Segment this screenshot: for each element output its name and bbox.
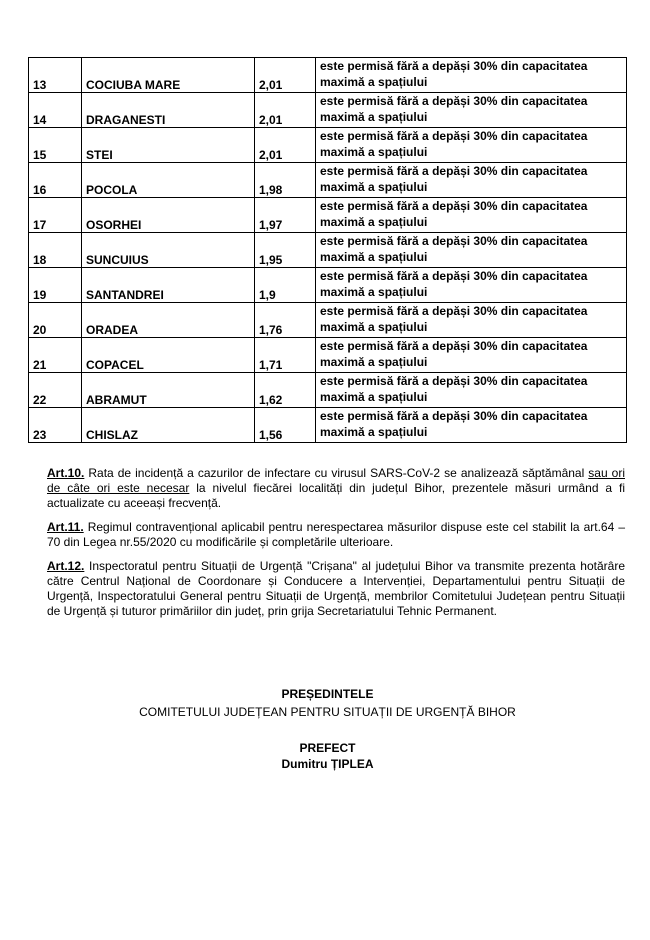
signature-organization: COMITETULUI JUDEȚEAN PENTRU SITUAȚII DE URGENȚĂ BIHOR: [139, 705, 516, 719]
row-number: 23: [29, 408, 82, 443]
article-12: [47, 559, 625, 619]
locality-name: DRAGANESTI: [82, 93, 255, 128]
measure-text: este permisă fără a depăși 30% din capacitatea maximă a spațiului: [316, 198, 627, 233]
table-row: [29, 93, 627, 128]
measure-text: este permisă fără a depăși 30% din capacitatea maximă a spațiului: [316, 233, 627, 268]
table-row: [29, 128, 627, 163]
incidence-rate: 2,01: [255, 128, 316, 163]
table-row: [29, 338, 627, 373]
incidence-rate: 1,56: [255, 408, 316, 443]
measure-text: este permisă fără a depăși 30% din capacitatea maximă a spațiului: [316, 338, 627, 373]
table-row: [29, 198, 627, 233]
measure-text: este permisă fără a depăși 30% din capacitatea maximă a spațiului: [316, 128, 627, 163]
signature-name: Dumitru ȚIPLEA: [281, 757, 374, 771]
measure-text: este permisă fără a depăși 30% din capacitatea maximă a spațiului: [316, 408, 627, 443]
articles-section: [47, 466, 625, 628]
locality-name: POCOLA: [82, 163, 255, 198]
locality-name: STEI: [82, 128, 255, 163]
row-number: 21: [29, 338, 82, 373]
incidence-rate: 1,9: [255, 268, 316, 303]
signature-title: PREȘEDINTELE: [281, 687, 374, 701]
row-number: 14: [29, 93, 82, 128]
article-12-label: Art.12.: [47, 559, 85, 573]
article-10: [47, 466, 625, 511]
table-row: [29, 58, 627, 93]
incidence-rate: 1,76: [255, 303, 316, 338]
article-10-label: Art.10.: [47, 466, 85, 480]
incidence-table: [28, 57, 627, 443]
article-11-label: Art.11.: [47, 520, 84, 534]
row-number: 16: [29, 163, 82, 198]
row-number: 20: [29, 303, 82, 338]
table-row: [29, 163, 627, 198]
article-11-text: Regimul contravențional aplicabil pentru nerespectarea măsurilor dispuse este cel stabilit la art.64 – 70 din Legea nr.55/2020 cu modificările și completările ulterioare.: [47, 520, 625, 549]
incidence-rate: 1,97: [255, 198, 316, 233]
article-12-text: Inspectoratul pentru Situații de Urgență "Crișana" al județului Bihor va transmite prezenta hotărâre către Centrul Național de Coordonare și Conducere a Intervenției, Departamentului pentru Situații de Urgență, Inspectoratului General pentru Situații de Urgență, membrilor Comitetului Județean pentru Situații de Urgență și tuturor primăriilor din județ, prin grija Secretariatului Tehnic Permanent.: [47, 559, 625, 618]
measure-text: este permisă fără a depăși 30% din capacitatea maximă a spațiului: [316, 268, 627, 303]
incidence-rate: 2,01: [255, 93, 316, 128]
table-row: [29, 303, 627, 338]
measure-text: este permisă fără a depăși 30% din capacitatea maximă a spațiului: [316, 58, 627, 93]
measure-text: este permisă fără a depăși 30% din capacitatea maximă a spațiului: [316, 163, 627, 198]
article-11: [47, 520, 625, 550]
locality-name: COPACEL: [82, 338, 255, 373]
signature-role: PREFECT: [299, 741, 356, 755]
row-number: 19: [29, 268, 82, 303]
row-number: 22: [29, 373, 82, 408]
article-10-text: Rata de incidență a cazurilor de infectare cu virusul SARS-CoV-2 se analizează săptămânal: [84, 466, 589, 480]
row-number: 17: [29, 198, 82, 233]
measure-text: este permisă fără a depăși 30% din capacitatea maximă a spațiului: [316, 373, 627, 408]
incidence-rate: 1,98: [255, 163, 316, 198]
row-number: 13: [29, 58, 82, 93]
measure-text: este permisă fără a depăși 30% din capacitatea maximă a spațiului: [316, 303, 627, 338]
table-row: [29, 408, 627, 443]
article-10-text-end: la nivelul fiecărei localități din județul Bihor, prezentele măsuri urmând a fi actualizate cu aceeași frecvență.: [47, 481, 625, 510]
row-number: 18: [29, 233, 82, 268]
table-row: [29, 373, 627, 408]
article-10-underlined-text: sau ori de câte ori este necesar: [47, 466, 625, 495]
locality-name: ABRAMUT: [82, 373, 255, 408]
locality-name: ORADEA: [82, 303, 255, 338]
measure-text: este permisă fără a depăși 30% din capacitatea maximă a spațiului: [316, 93, 627, 128]
table-row: [29, 268, 627, 303]
locality-name: CHISLAZ: [82, 408, 255, 443]
incidence-table-body: [29, 58, 627, 443]
locality-name: OSORHEI: [82, 198, 255, 233]
locality-name: SANTANDREI: [82, 268, 255, 303]
row-number: 15: [29, 128, 82, 163]
incidence-rate: 1,95: [255, 233, 316, 268]
table-row: [29, 233, 627, 268]
locality-name: SUNCUIUS: [82, 233, 255, 268]
incidence-rate: 1,71: [255, 338, 316, 373]
incidence-rate: 1,62: [255, 373, 316, 408]
locality-name: COCIUBA MARE: [82, 58, 255, 93]
incidence-rate: 2,01: [255, 58, 316, 93]
